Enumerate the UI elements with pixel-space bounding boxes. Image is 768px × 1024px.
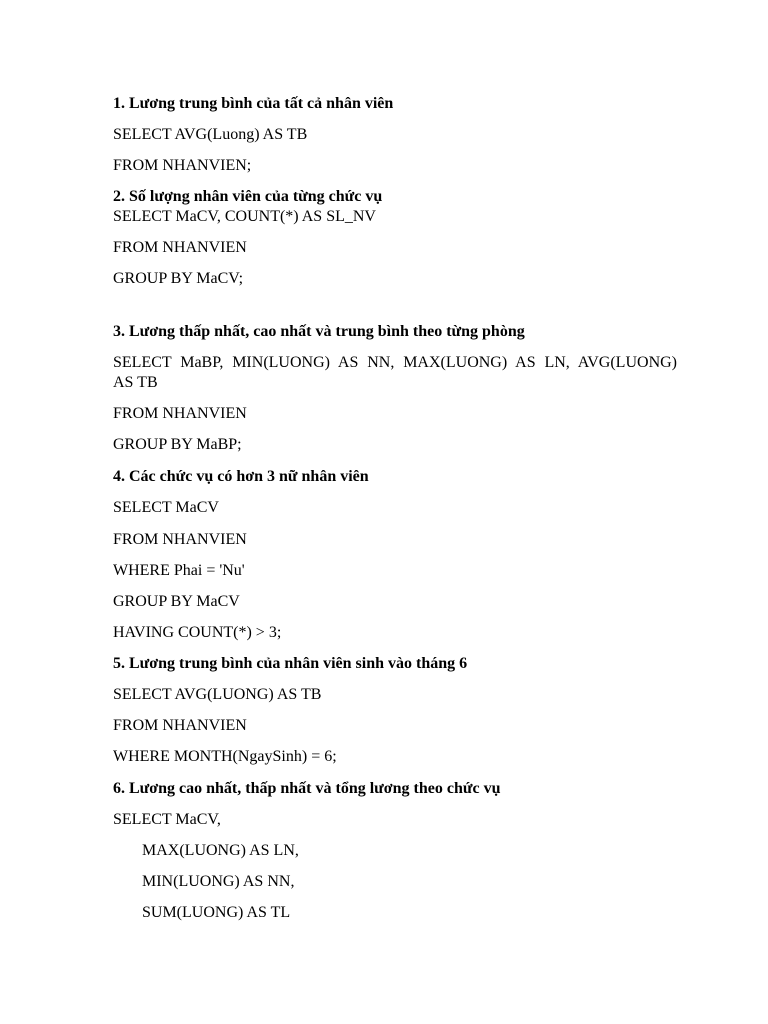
section-6-heading: 6. Lương cao nhất, thấp nhất và tổng lương theo chức vụ [113, 780, 501, 797]
section-4-line-1: SELECT MaCV [113, 499, 219, 516]
section-2-line-2: FROM NHANVIEN [113, 239, 247, 256]
section-4-line-4: GROUP BY MaCV [113, 593, 240, 610]
section-3-line-1: SELECT MaBP, MIN(LUONG) AS NN, MAX(LUONG) AS LN, AVG(LUONG) [113, 354, 677, 371]
section-4-line-5: HAVING COUNT(*) > 3; [113, 624, 282, 641]
section-1-line-2: FROM NHANVIEN; [113, 157, 252, 174]
section-3-line-2: AS TB [113, 374, 158, 391]
section-6-line-3: MIN(LUONG) AS NN, [142, 873, 295, 890]
section-3-heading: 3. Lương thấp nhất, cao nhất và trung bình theo từng phòng [113, 323, 525, 340]
section-4-line-2: FROM NHANVIEN [113, 531, 247, 548]
section-2-heading: 2. Số lượng nhân viên của từng chức vụ [113, 188, 383, 205]
section-5-heading: 5. Lương trung bình của nhân viên sinh vào tháng 6 [113, 655, 468, 672]
section-1-heading: 1. Lương trung bình của tất cả nhân viên [113, 95, 394, 112]
section-2-line-3: GROUP BY MaCV; [113, 270, 244, 287]
section-6-line-2: MAX(LUONG) AS LN, [142, 842, 299, 859]
section-6-line-4: SUM(LUONG) AS TL [142, 904, 291, 921]
section-2-line-1: SELECT MaCV, COUNT(*) AS SL_NV [113, 208, 376, 225]
section-4-line-3: WHERE Phai = 'Nu' [113, 562, 245, 579]
section-6-line-1: SELECT MaCV, [113, 811, 221, 828]
section-3-line-4: GROUP BY MaBP; [113, 436, 242, 453]
section-1-line-1: SELECT AVG(Luong) AS TB [113, 126, 308, 143]
section-4-heading: 4. Các chức vụ có hơn 3 nữ nhân viên [113, 468, 369, 485]
section-5-line-1: SELECT AVG(LUONG) AS TB [113, 686, 322, 703]
section-3-line-3: FROM NHANVIEN [113, 405, 247, 422]
section-5-line-3: WHERE MONTH(NgaySinh) = 6; [113, 748, 337, 765]
section-5-line-2: FROM NHANVIEN [113, 717, 247, 734]
